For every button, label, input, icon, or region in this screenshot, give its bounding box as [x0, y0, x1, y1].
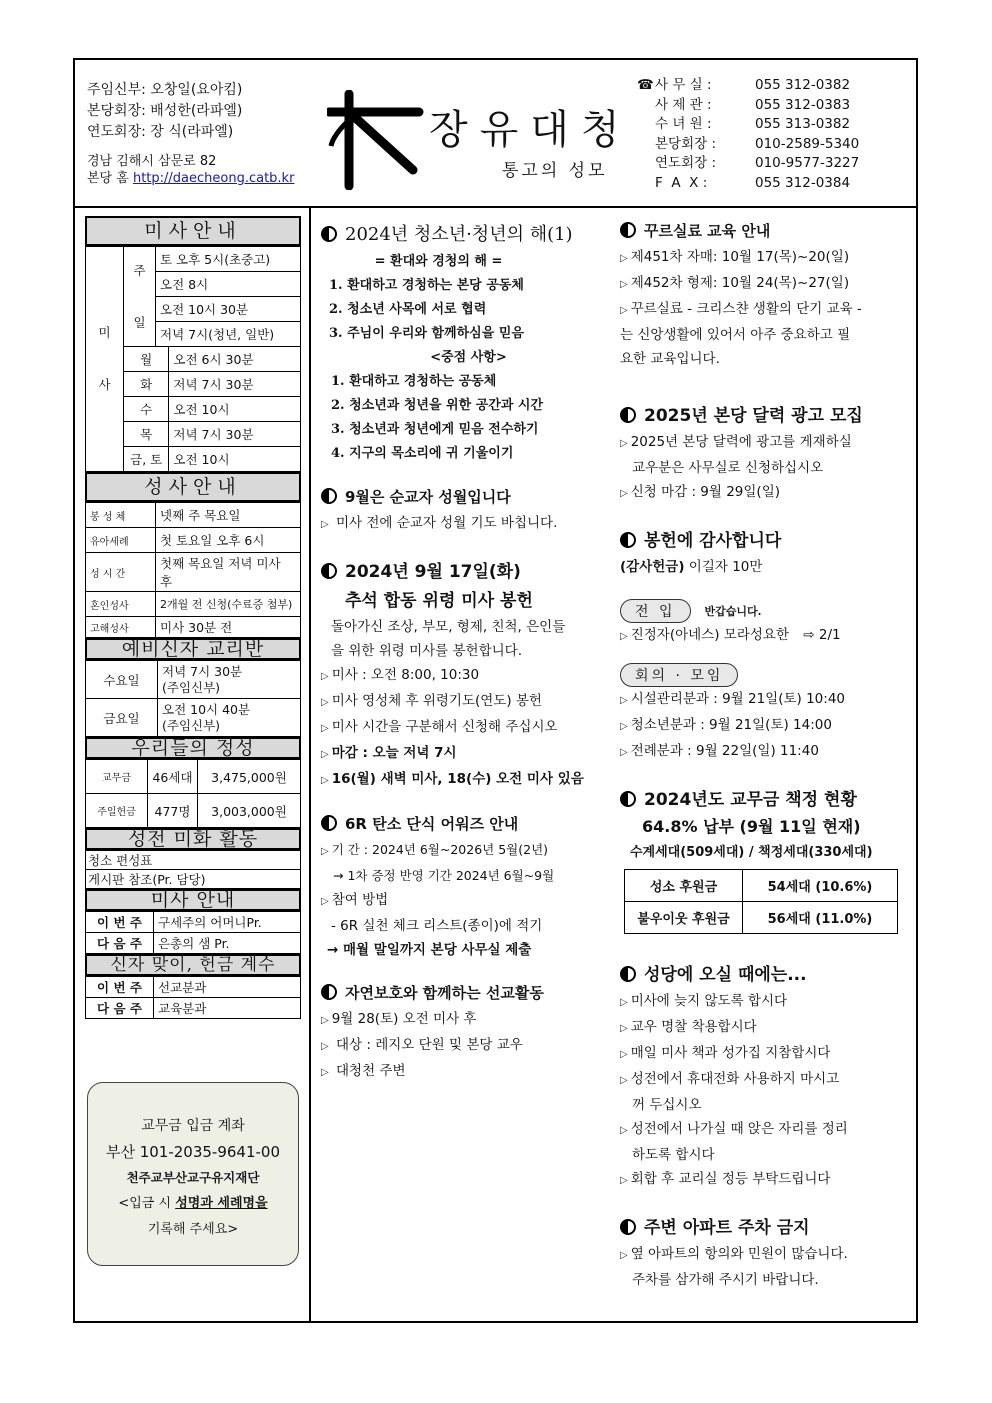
weekday-time: 저녁 7시 30분 [169, 372, 301, 397]
sunday-time: 오전 8시 [156, 272, 301, 297]
home-label: 본당 홈 [87, 171, 129, 186]
mass-title: 미사안내 [85, 216, 301, 246]
offering-table: 교무금 46세대 3,475,000원 주일헌금 477명 3,003,000원 [85, 759, 301, 828]
catechumen-table: 수요일 저녁 7시 30분 (주임신부) 금요일 오전 10시 40분 (주임신부) [85, 660, 301, 737]
contact-row: 사 무 실 : 055 312-0382 [655, 77, 851, 93]
column-divider [309, 208, 311, 1321]
weekday-time: 오전 10시 [169, 447, 301, 472]
contact-row: 사 제 관 : 055 312-0383 [655, 96, 851, 113]
weekday: 금, 토 [124, 447, 169, 472]
mass-col-label: 미 사 [86, 247, 124, 472]
weekday: 화 [124, 372, 169, 397]
contact-row: 수 녀 원 : 055 313-0382 [655, 116, 851, 132]
welcome-title: 신자 맞이, 헌금 계수 [85, 954, 301, 976]
meeting-pill: 회의 · 모임 [620, 663, 738, 687]
sunday-time: 토 오후 5시(초중고) [156, 247, 301, 272]
half-circle-icon [321, 226, 337, 242]
catechumen-title: 예비신자 교리반 [85, 638, 301, 660]
offering-title: 우리들의 정성 [85, 737, 301, 759]
calendar-ad-title: 2025년 본당 달력 광고 모집 [620, 401, 910, 426]
home-link[interactable]: http://daecheong.catb.kr [132, 171, 295, 186]
martyrs-title: 9월은 순교자 성월입니다 [321, 486, 616, 507]
sunday-time: 오전 10시 30분 [156, 297, 301, 322]
address: 경남 김해시 삼문로 82 [87, 154, 217, 169]
account-box: 교무금 입금 계좌 부산 101-2035-9641-00 천주교부산교구유지재단 <입금 시 성명과 세례명을 기록해 주세요> [87, 1082, 299, 1266]
contact-row: F A X : 055 312-0384 [655, 174, 851, 191]
move-in-pill: 전 입 [620, 599, 691, 623]
beautify-title: 성전 미화 활동 [85, 828, 301, 850]
thanks-title: 봉헌에 감사합니다 [620, 526, 910, 551]
left-column [85, 216, 301, 1019]
sunday-label: 주 일 [124, 247, 156, 347]
sunday-time: 저녁 7시(청년, 일반) [156, 322, 301, 347]
weekday-time: 오전 10시 [169, 397, 301, 422]
bulletin-frame [73, 58, 918, 1323]
mass-guide-title: 미사 안내 [85, 889, 301, 911]
sacrament-title: 성사안내 [85, 472, 301, 502]
youth-year-title: 2024년 청소년·청년의 해(1) [321, 220, 616, 246]
sacrament-table: 봉 성 체 넷째 주 목요일 유아세례 첫 토요일 오후 6시 성 시 간 첫째 목요일 저녁 미사 후 혼인성사 2개월 전 신청(수료증 첨부) 고해성사 미사 30분 전 [85, 502, 301, 638]
body [75, 208, 916, 1321]
middle-column: 2024년 청소년·청년의 해(1) = 환대와 경청의 해 = 1. 환대하고 경청하는 본당 공동체 2. 청소년 사목에 서로 협력 3. 주님이 우리와 함께하심을 믿음 <중점 사항> 1. 환대하고 경청하는 공동체 2. 청소년과 청년을 위한 공간과 시간 3. 청소년과 청년에게 믿음 전수하기 4. 지구의 목소리에 귀 기울이기 9월은 순교자 성월입니다 ▷ 미사 전에 순교자 성월 기도 바칩니다. 2024년 9월 17일(화) 추석 합동 위령 미사 봉헌 돌아가신 조상, 부모, 형제, 친척, 은인들 을 위한 위령 미사를 봉헌합니다. ▷ 미사 : 오전 8:00, 10:30 ▷ 미사 영성체 후 위령기도(연도) 봉헌 ▷ 미사 시간을 구분해서 신청해 주십시오 ▷ 마감 : 오늘 저녁 7시 ▷ 16(월) 새벽 미사, 18(수) 오전 미사 있음 6R 탄소 단식 어워즈 안내 ▷ 기 간 : 2024년 6월~2026년 5월(2년) → 1차 증정 반영 기간 2024년 6월~9월 ▷ 참여 방법 - 6R 실천 체크 리스트(종이)에 적기 → 매월 말일까지 본당 사무실 제출 자연보호와 함께하는 선교활동 ▷ 9월 28(토) 오전 미사 후 ▷ 대상 : 레지오 단원 및 본당 교우 ▷ 대청천 주변 [321, 220, 616, 1085]
parish-chair: 본당회장: 배성한(라파엘) [87, 103, 243, 119]
weekday: 목 [124, 422, 169, 447]
contacts [637, 76, 860, 193]
parking-title: 주변 아파트 주차 금지 [620, 1213, 910, 1238]
chuseok-title: 2024년 9월 17일(화) [321, 557, 616, 582]
telephone-icon: ☎ [637, 77, 654, 93]
logo [327, 90, 657, 190]
contact-row: 본당회장 : 010-2589-5340 [655, 135, 860, 152]
parish-subtitle: 통고의 성모 [502, 161, 608, 181]
parish-title: 장유대청 [429, 107, 632, 153]
pastor: 주임신부: 오창일(요아킴) [87, 82, 243, 98]
right-column: 꾸르실료 교육 안내 ▷ 제451차 자매: 10월 17(목)~20(일) ▷ 제452차 형제: 10월 24(목)~27(일) ▷ 꾸르실료 - 크리스챤 생활의 단기 교육 - 는 신앙생활에 있어서 아주 중요하고 필 요한 교육입니다. 2025년 본당 달력 광고 모집 ▷ 2025년 본당 달력에 광고를 게재하실 교우분은 사무실로 신청하십시오 ▷ 신청 마감 : 9월 29일(일) 봉헌에 감사합니다 (감사헌금) 이길자 10만 전 입 반갑습니다. ▷ 진정자(아네스) 모라성요한 ⇨ 2/1 회의 · 모임 ▷ 시설관리분과 : 9월 21일(토) 10:40 ▷ 청소년분과 : 9월 21일(토) 14:00 ▷ 전례분과 : 9월 22일(일) 11:40 2024년도 교무금 책정 현황 64.8% 납부 (9월 11일 현재) 수계세대(509세대) / 책정세대(330세대) 성소 후원금 54세대 (10.6%) 불우이웃 후원금 56세대 (11.0%) 성당에 오실 때에는... ▷ 미사에 늦지 않도록 합시다 ▷ 교우 명찰 착용합시다 ▷ 매일 미사 책과 성가집 지참합시다 ▷ 성전에서 휴대전화 사용하지 마시고 꺼 두십시오 ▷ 성전에서 나가실 때 앉은 자리를 정리 하도록 합시다 ▷ 회합 후 교리실 정등 부탁드립니다 주변 아파트 주차 금지 ▷ 옆 아파트의 항의와 민원이 많습니다. 주차를 삼가해 주시기 바랍니다. [620, 220, 910, 1292]
tithe-title: 2024년도 교무금 책정 현황 [620, 785, 910, 810]
cursillo-title: 꾸르실료 교육 안내 [620, 220, 910, 241]
weekday: 월 [124, 347, 169, 372]
support-table: 성소 후원금 54세대 (10.6%) 불우이웃 후원금 56세대 (11.0%) [624, 869, 898, 934]
weekday: 수 [124, 397, 169, 422]
welcome-table: 이 번 주 선교분과 다 음 주 교육분과 [85, 976, 301, 1019]
etiquette-title: 성당에 오실 때에는... [620, 960, 910, 985]
mass-table [85, 246, 301, 472]
header-info [87, 80, 294, 187]
cross-logo-icon [327, 90, 427, 190]
carbon-title: 6R 탄소 단식 어워즈 안내 [321, 813, 616, 834]
weekday-time: 오전 6시 30분 [169, 347, 301, 372]
mission-title: 자연보호와 함께하는 선교활동 [321, 982, 616, 1003]
mass-guide-table: 이 번 주 구세주의 어머니Pr. 다 음 주 은총의 샘 Pr. [85, 911, 301, 954]
contact-row: 연도회장 : 010-9577-3227 [655, 155, 860, 171]
weekday-time: 저녁 7시 30분 [169, 422, 301, 447]
beautify-table: 청소 편성표 게시판 참조(Pr. 담당) [85, 850, 301, 889]
header [75, 60, 916, 208]
district-chair: 연도회장: 장 식(라파엘) [87, 124, 234, 140]
